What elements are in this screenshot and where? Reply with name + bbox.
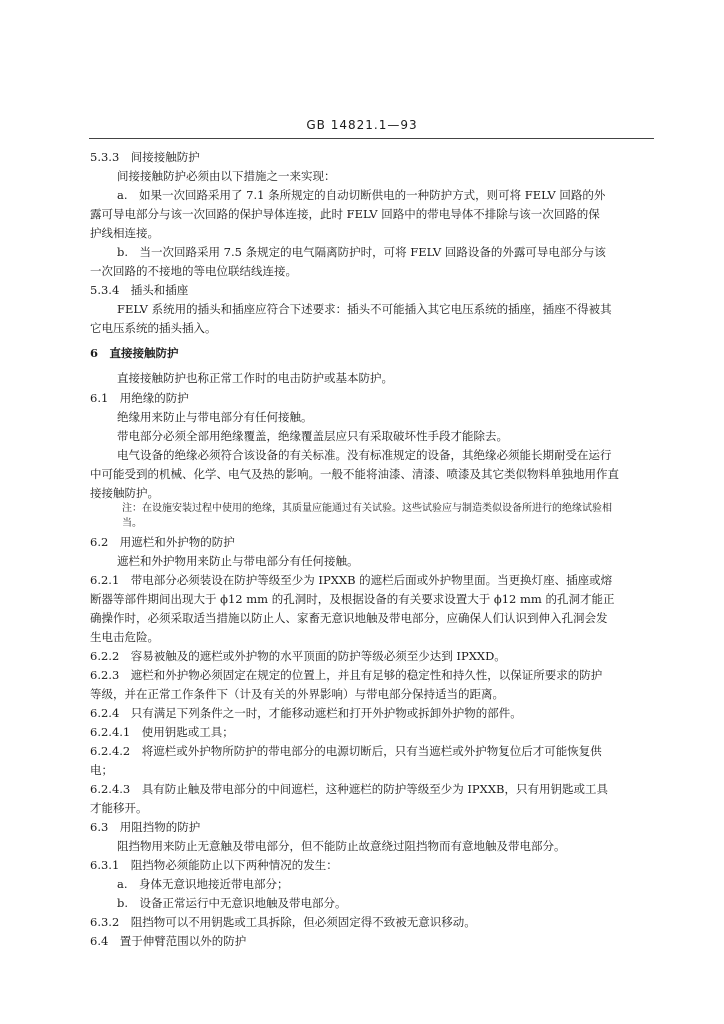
list-item: a. 身体无意识地接近带电部分； — [117, 877, 289, 891]
paragraph-line: 6.2.4.2 将遮栏或外护物所防护的带电部分的电源切断后，只有当遮栏或外护物复位后才可能恢复供 — [90, 744, 602, 758]
paragraph-line: 直接接触防护也称正常工作时的电击防护或基本防护。 — [117, 371, 393, 385]
paragraph-line: 6.2.4 只有满足下列条件之一时，才能移动遮栏和打开外护物或拆卸外护物的部件。 — [90, 706, 522, 720]
paragraph-line: 6.2.1 带电部分必须装设在防护等级至少为 IPXXB 的遮栏后面或外护物里面。当更换灯座、插座或熔 — [90, 573, 613, 587]
clause-heading: 5.3.4 插头和插座 — [90, 283, 189, 297]
clause-heading: 6.3 用阻挡物的防护 — [90, 820, 201, 834]
paragraph-line: 电； — [90, 763, 113, 777]
clause-heading: 6.4 置于伸臂范围以外的防护 — [90, 934, 247, 948]
clause-heading: 6.1 用绝缘的防护 — [90, 391, 189, 405]
paragraph-line: 等级，并在正常工作条件下（计及有关的外界影响）与带电部分保持适当的距离。 — [90, 687, 504, 701]
paragraph-line: 6.3.1 阻挡物必须能防止以下两种情况的发生： — [90, 858, 338, 872]
paragraph-line: 带电部分必须全部用绝缘覆盖，绝缘覆盖层应只有采取破坏性手段才能除去。 — [117, 429, 508, 443]
list-item: b. 当一次回路采用 7.5 条规定的电气隔离防护时，可将 FELV 回路设备的外露可导电部分与该 — [117, 245, 606, 259]
paragraph-line: 电气设备的绝缘必须符合该设备的有关标准。没有标准规定的设备，其绝缘必须能长期耐受在运行 — [117, 448, 612, 462]
paragraph-line: 露可导电部分与该一次回路的保护导体连接，此时 FELV 回路中的带电导体不排除与该一次回路的保 — [90, 207, 600, 221]
header-rule — [89, 138, 654, 139]
paragraph-line: 6.2.2 容易被触及的遮栏或外护物的水平顶面的防护等级必须至少达到 IPXXD。 — [90, 649, 506, 663]
paragraph-line: FELV 系统用的插头和插座应符合下述要求：插头不可能插入其它电压系统的插座，插座不得被其 — [117, 302, 612, 316]
paragraph-line: 间接接触防护必须由以下措施之一来实现： — [117, 169, 336, 183]
paragraph-line: 中可能受到的机械、化学、电气及热的影响。一般不能将油漆、清漆、喷漆及其它类似物料单独地用作直 — [90, 467, 619, 481]
page-header: GB 14821.1—93 — [306, 118, 418, 132]
paragraph-line: 6.3.2 阻挡物可以不用钥匙或工具拆除，但必须固定得不致被无意识移动。 — [90, 915, 476, 929]
paragraph-line: 6.2.4.3 具有防止触及带电部分的中间遮栏，这种遮栏的防护等级至少为 IPXXB，只有用钥匙或工具 — [90, 782, 608, 796]
paragraph-line: 一次回路的不接地的等电位联结线连接。 — [90, 264, 297, 278]
paragraph-line: 确操作时，必须采取适当措施以防止人、家畜无意识地触及带电部分，应确保人们认识到伸入孔洞会发 — [90, 611, 608, 625]
note-line: 注：在设施安装过程中使用的绝缘，其质量应能通过有关试验。这些试验应与制造类似设备所进行的绝缘试验相 — [122, 503, 612, 514]
clause-heading: 5.3.3 间接接触防护 — [90, 150, 200, 164]
paragraph-line: 绝缘用来防止与带电部分有任何接触。 — [117, 410, 313, 424]
paragraph-line: 阻挡物用来防止无意触及带电部分，但不能防止故意绕过阻挡物而有意地触及带电部分。 — [117, 839, 566, 853]
list-item: b. 设备正常运行中无意识地触及带电部分。 — [117, 896, 347, 910]
clause-heading: 6.2 用遮栏和外护物的防护 — [90, 535, 235, 549]
list-item: a. 如果一次回路采用了 7.1 条所规定的自动切断供电的一种防护方式，则可将 FELV 回路的外 — [117, 188, 606, 202]
paragraph-line: 护线相连接。 — [90, 226, 159, 240]
paragraph-line: 生电击危险。 — [90, 630, 159, 644]
paragraph-line: 断器等部件期间出现大于 ϕ12 mm 的孔洞时，及根据设备的有关要求设置大于 ϕ12 mm 的孔洞才能正 — [90, 592, 615, 606]
paragraph-line: 遮栏和外护物用来防止与带电部分有任何接触。 — [117, 554, 359, 568]
paragraph-line: 它电压系统的插头插入。 — [90, 321, 217, 335]
paragraph-line: 6.2.4.1 使用钥匙或工具； — [90, 725, 234, 739]
note-line: 当。 — [122, 518, 142, 529]
paragraph-line: 才能移开。 — [90, 801, 148, 815]
paragraph-line: 接接触防护。 — [90, 486, 159, 500]
section-heading: 6 直接接触防护 — [90, 346, 179, 360]
paragraph-line: 6.2.3 遮栏和外护物必须固定在规定的位置上，并且有足够的稳定性和持久性，以保证所要求的防护 — [90, 668, 603, 682]
